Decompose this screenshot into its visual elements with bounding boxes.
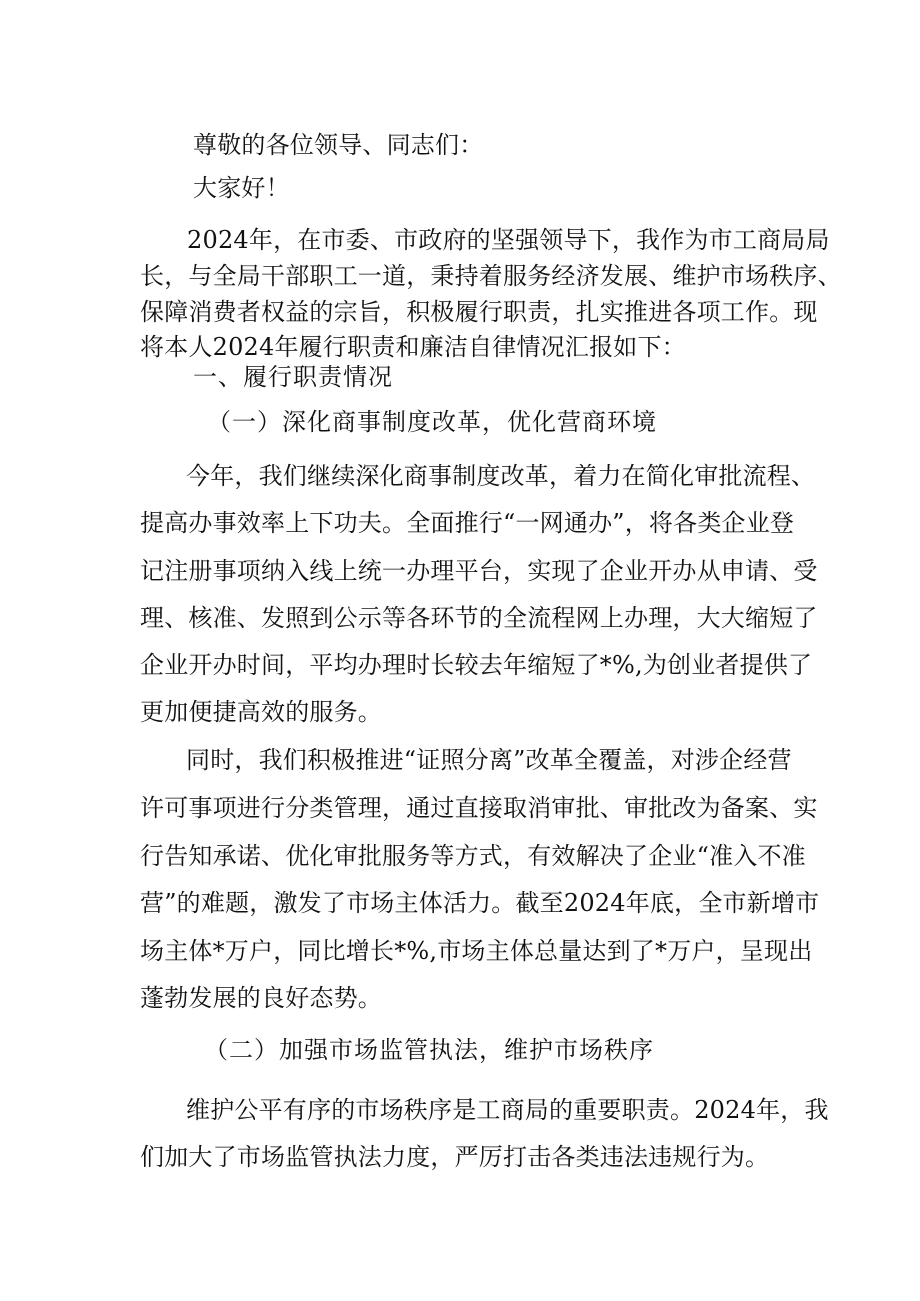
paragraph-line: 今年，我们继续深化商事制度改革，着力在简化审批流程、 (186, 462, 816, 490)
paragraph-line: 场主体*万户，同比增长*%,市场主体总量达到了*万户，呈现出 (140, 937, 813, 965)
subsection-heading: （一）深化商事制度改革，优化营商环境 (207, 408, 657, 436)
intro-line: 2024年，在市委、市政府的坚强领导下，我作为市工商局局 (187, 226, 830, 254)
subsection-heading: （二）加强市场监管执法，维护市场秩序 (204, 1036, 654, 1064)
paragraph-line: 蓬勃发展的良好态势。 (140, 984, 382, 1012)
paragraph-line: 同时，我们积极推进“证照分离”改革全覆盖，对涉企经营 (186, 746, 792, 774)
section-heading: 一、履行职责情况 (193, 363, 393, 391)
paragraph-line: 维护公平有序的市场秩序是工商局的重要职责。2024年，我 (186, 1096, 829, 1124)
paragraph-line: 更加便捷高效的服务。 (140, 698, 382, 726)
paragraph-line: 企业开办时间，平均办理时长较去年缩短了*%,为创业者提供了 (140, 651, 813, 679)
paragraph-line: 许可事项进行分类管理，通过直接取消审批、审批改为备案、实 (140, 794, 818, 822)
paragraph-line: 营”的难题，激发了市场主体活力。截至2024年底，全市新增市 (140, 889, 820, 917)
paragraph-line: 行告知承诺、优化审批服务等方式，有效解决了企业“准入不准 (140, 842, 806, 870)
paragraph-line: 们加大了市场监管执法力度，严厉打击各类违法违规行为。 (140, 1143, 770, 1171)
salutation: 尊敬的各位领导、同志们： (193, 131, 484, 159)
intro-line: 将本人2024年履行职责和廉洁自律情况汇报如下： (140, 333, 686, 361)
intro-line: 长，与全局干部职工一道，秉持着服务经济发展、维护市场秩序、 (140, 262, 842, 290)
intro-line: 保障消费者权益的宗旨，积极履行职责，扎实推进各项工作。现 (140, 298, 818, 326)
paragraph-line: 理、核准、发照到公示等各环节的全流程网上办理，大大缩短了 (140, 604, 818, 632)
paragraph-line: 记注册事项纳入线上统一办理平台，实现了企业开办从申请、受 (140, 557, 818, 585)
paragraph-line: 提高办事效率上下功夫。全面推行“一网通办”，将各类企业登 (140, 509, 795, 537)
greeting: 大家好！ (193, 174, 290, 202)
